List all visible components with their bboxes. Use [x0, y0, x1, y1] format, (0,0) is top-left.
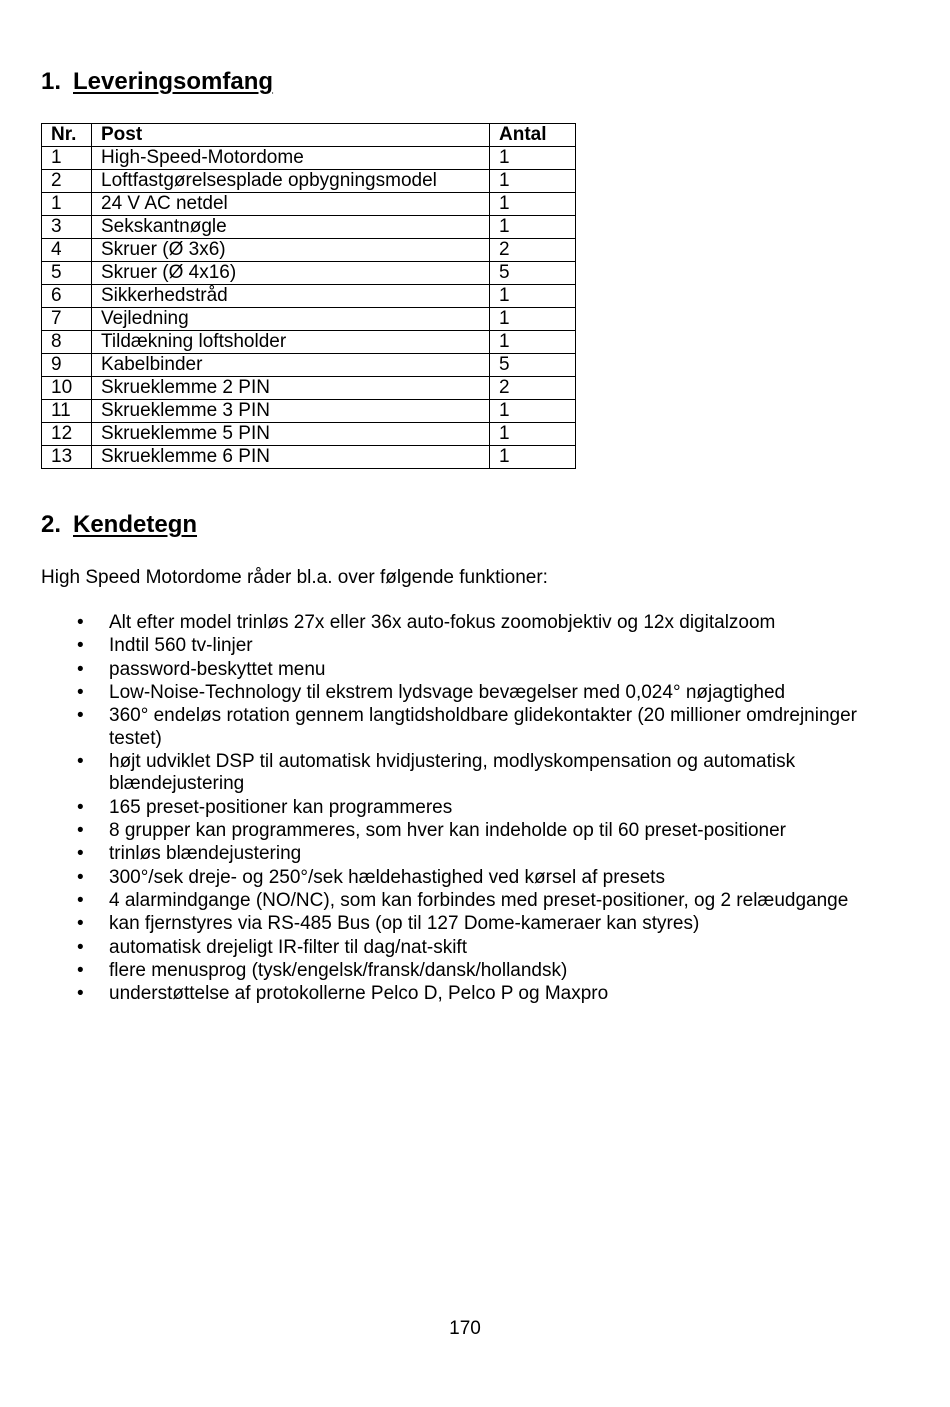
- section-1-heading: [41, 68, 273, 96]
- cell-antal: 1: [490, 308, 576, 331]
- cell-antal: 1: [490, 147, 576, 170]
- cell-nr: 6: [42, 285, 92, 308]
- feature-item: [71, 913, 871, 936]
- cell-nr: 2: [42, 170, 92, 193]
- bullet-icon: •: [77, 820, 84, 842]
- cell-nr: 9: [42, 354, 92, 377]
- bullet-icon: •: [77, 959, 84, 981]
- table-row: [42, 377, 576, 400]
- bullet-icon: •: [77, 866, 84, 888]
- cell-nr: 12: [42, 423, 92, 446]
- section-1-title: Leveringsomfang: [73, 68, 274, 95]
- table-row: [42, 423, 576, 446]
- column-header-post: Post: [92, 124, 490, 147]
- feature-text: Alt efter model trinløs 27x eller 36x auto-fokus zoomobjektiv og 12x digitalzoom: [109, 612, 776, 633]
- bullet-icon: •: [77, 635, 84, 657]
- feature-text: automatisk drejeligt IR-filter til dag/nat-skift: [109, 936, 467, 958]
- cell-nr: 4: [42, 239, 92, 262]
- feature-text: trinløs blændejustering: [109, 843, 302, 865]
- cell-nr: 3: [42, 216, 92, 239]
- cell-nr: 8: [42, 331, 92, 354]
- section-2-number: 2.: [41, 511, 62, 538]
- table-row: [42, 285, 576, 308]
- table-row: [42, 147, 576, 170]
- table-row: [42, 170, 576, 193]
- cell-nr: 1: [42, 147, 92, 170]
- feature-item: [71, 797, 871, 820]
- feature-item: [71, 659, 871, 682]
- section-2-title: Kendetegn: [73, 511, 198, 538]
- table-row: [42, 262, 576, 285]
- section-1-number: 1.: [41, 68, 62, 95]
- cell-post: Vejledning: [92, 308, 490, 331]
- table-row: [42, 239, 576, 262]
- feature-text: 4 alarmindgange (NO/NC), som kan forbindes med preset-positioner, og 2 relæudgange: [109, 889, 849, 911]
- feature-item: [71, 635, 871, 658]
- column-header-antal: Antal: [490, 124, 576, 147]
- feature-item: [71, 960, 871, 983]
- section-2-heading: [41, 511, 197, 539]
- bullet-icon: •: [77, 936, 84, 958]
- bullet-icon: •: [77, 913, 84, 935]
- bullet-icon: •: [77, 750, 84, 772]
- feature-text: understøttelse af protokollerne Pelco D, Pelco P og Maxpro: [109, 983, 609, 1005]
- feature-text: 360° endeløs rotation gennem langtidsholdbare glidekontakter (20 millioner omdrejninger testet): [109, 705, 857, 749]
- cell-antal: 1: [490, 446, 576, 469]
- cell-nr: 5: [42, 262, 92, 285]
- cell-antal: 1: [490, 170, 576, 193]
- cell-post: Tildækning loftsholder: [92, 331, 490, 354]
- bullet-icon: •: [77, 843, 84, 865]
- cell-antal: 2: [490, 239, 576, 262]
- feature-text: 300°/sek dreje- og 250°/sek hældehastighed ved kørsel af presets: [109, 866, 665, 888]
- table-row: [42, 331, 576, 354]
- intro-text: High Speed Motordome råder bl.a. over følgende funktioner:: [41, 567, 548, 588]
- bullet-icon: •: [77, 796, 84, 818]
- bullet-icon: •: [77, 612, 84, 633]
- table-row: [42, 400, 576, 423]
- cell-nr: 1: [42, 193, 92, 216]
- cell-antal: 1: [490, 400, 576, 423]
- delivery-scope-table: [41, 123, 576, 469]
- feature-item: [71, 890, 871, 913]
- table-row: [42, 216, 576, 239]
- feature-text: 8 grupper kan programmeres, som hver kan indeholde op til 60 preset-positioner: [109, 820, 786, 842]
- cell-post: Loftfastgørelsesplade opbygningsmodel: [92, 170, 490, 193]
- cell-post: Skruer (Ø 3x6): [92, 239, 490, 262]
- cell-post: Skrueklemme 3 PIN: [92, 400, 490, 423]
- table-body: [42, 147, 576, 469]
- bullet-icon: •: [77, 681, 84, 703]
- feature-item: [71, 983, 871, 1006]
- cell-antal: 1: [490, 423, 576, 446]
- cell-post: Skruer (Ø 4x16): [92, 262, 490, 285]
- bullet-icon: •: [77, 889, 84, 911]
- table-row: [42, 308, 576, 331]
- feature-text: højt udviklet DSP til automatisk hvidjustering, modlyskompensation og automatisk blændejustering: [109, 750, 796, 795]
- cell-post: Sikkerhedstråd: [92, 285, 490, 308]
- feature-text: Low-Noise-Technology til ekstrem lydsvage bevægelser med 0,024° nøjagtighed: [109, 681, 786, 703]
- column-header-nr: Nr.: [42, 124, 92, 147]
- cell-post: Sekskantnøgle: [92, 216, 490, 239]
- bullet-icon: •: [77, 658, 84, 680]
- feature-item: [71, 705, 871, 750]
- table-header-row: [42, 124, 576, 147]
- cell-post: High-Speed-Motordome: [92, 147, 490, 170]
- cell-antal: 1: [490, 216, 576, 239]
- features-list: [71, 612, 871, 1006]
- feature-text: 165 preset-positioner kan programmeres: [109, 796, 453, 818]
- page-number: 170: [449, 1318, 481, 1339]
- cell-nr: 13: [42, 446, 92, 469]
- cell-antal: 1: [490, 285, 576, 308]
- cell-antal: 1: [490, 331, 576, 354]
- cell-nr: 10: [42, 377, 92, 400]
- cell-post: Skrueklemme 6 PIN: [92, 446, 490, 469]
- feature-text: password-beskyttet menu: [109, 658, 326, 680]
- feature-text: kan fjernstyres via RS-485 Bus (op til 127 Dome-kameraer kan styres): [109, 913, 700, 935]
- cell-nr: 11: [42, 400, 92, 423]
- cell-antal: 5: [490, 262, 576, 285]
- table-row: [42, 193, 576, 216]
- cell-antal: 1: [490, 193, 576, 216]
- feature-item: [71, 843, 871, 866]
- cell-post: Skrueklemme 2 PIN: [92, 377, 490, 400]
- feature-item: [71, 820, 871, 843]
- cell-antal: 5: [490, 354, 576, 377]
- table-row: [42, 446, 576, 469]
- feature-item: [71, 612, 871, 635]
- feature-item: [71, 751, 871, 796]
- bullet-icon: •: [77, 983, 84, 1005]
- feature-text: flere menusprog (tysk/engelsk/fransk/dansk/hollandsk): [109, 959, 568, 981]
- cell-nr: 7: [42, 308, 92, 331]
- cell-post: Kabelbinder: [92, 354, 490, 377]
- cell-antal: 2: [490, 377, 576, 400]
- cell-post: Skrueklemme 5 PIN: [92, 423, 490, 446]
- feature-item: [71, 937, 871, 960]
- feature-text: Indtil 560 tv-linjer: [109, 635, 253, 657]
- cell-post: 24 V AC netdel: [92, 193, 490, 216]
- feature-item: [71, 682, 871, 705]
- bullet-icon: •: [77, 705, 84, 727]
- feature-item: [71, 867, 871, 890]
- table-row: [42, 354, 576, 377]
